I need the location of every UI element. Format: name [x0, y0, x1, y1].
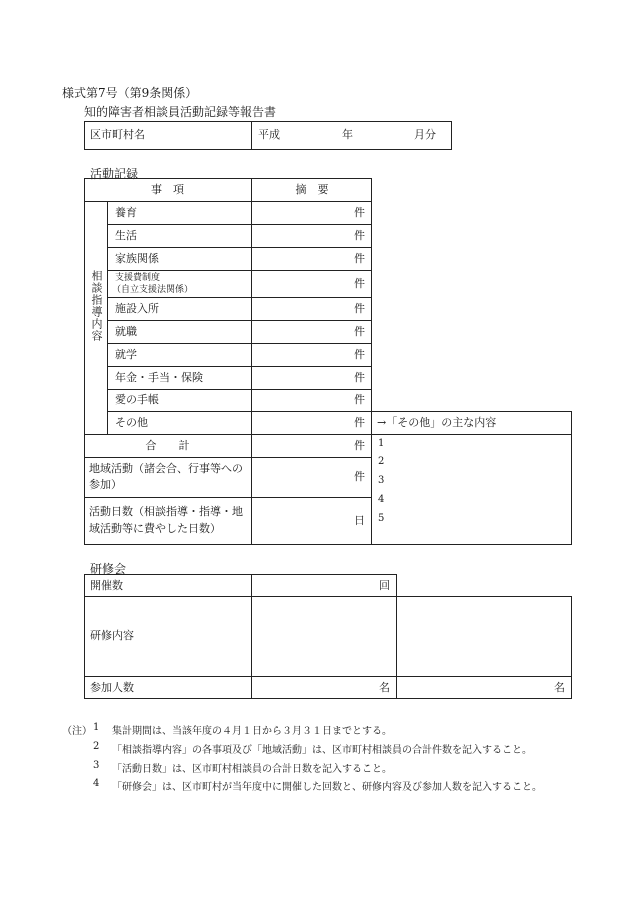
row-line [107, 343, 372, 344]
row-line [84, 201, 372, 202]
participants-label: 参加人数 [90, 681, 134, 694]
row-line [107, 320, 372, 321]
row-line [107, 411, 372, 412]
other-number: 2 [378, 456, 385, 467]
row-label-support-system-sub: （自立支援法関係） [112, 285, 194, 295]
group-col-divider [107, 201, 108, 434]
participants-unit-2: 名 [554, 681, 565, 694]
row-label-schooling: 就学 [115, 348, 137, 361]
row-label-living: 生活 [115, 229, 137, 242]
row-unit: 件 [354, 252, 365, 265]
row-line [107, 366, 372, 367]
col-item-header: 事 項 [151, 183, 184, 196]
note-number: 2 [93, 741, 100, 752]
row-unit: 件 [354, 229, 365, 242]
row-line [107, 389, 372, 390]
note-text: 「活動日数」は、区市町村相談員の合計日数を記入すること。 [112, 764, 392, 775]
month-label: 月分 [414, 128, 436, 141]
participants-unit: 名 [379, 681, 390, 694]
other-number: 1 [378, 438, 385, 449]
days-label-line2: 域活動等に費やした日数） [89, 522, 221, 535]
col-summary-header: 摘 要 [295, 183, 329, 196]
row-unit-days: 日 [354, 514, 365, 527]
note-text: 集計期間は、当該年度の４月１日から３月３１日までとする。 [112, 726, 392, 737]
row-label-facility: 施設入所 [115, 302, 159, 315]
row-unit: 件 [354, 416, 365, 429]
row-line [84, 434, 372, 435]
total-label: 合 計 [145, 439, 190, 452]
row-label-support-system: 支援費制度 [115, 273, 161, 283]
other-number: 5 [378, 513, 385, 524]
other-number: 4 [378, 494, 385, 505]
other-content-box [371, 411, 572, 545]
note-text: 「相談指導内容」の各事項及び「地域活動」は、区市町村相談員の合計件数を記入すること。 [112, 745, 532, 756]
note-number: 4 [93, 778, 100, 789]
row-line [84, 497, 372, 498]
row-line [107, 224, 372, 225]
note-number: 3 [93, 760, 100, 771]
row-line [84, 676, 572, 677]
other-number: 3 [378, 475, 385, 486]
training-content-label: 研修内容 [90, 629, 134, 642]
row-line [107, 297, 372, 298]
community-label-line1: 地域活動（諸会合、行事等への [89, 462, 243, 475]
note-text: 「研修会」は、区市町村が当年度中に開催した回数と、研修内容及び参加人数を記入すること。 [112, 782, 542, 793]
community-label-line2: 参加） [89, 478, 122, 491]
row-unit: 件 [354, 325, 365, 338]
row-unit: 件 [354, 302, 365, 315]
row-unit: 件 [354, 371, 365, 384]
row-label-pension: 年金・手当・保険 [115, 371, 203, 384]
header-divider [251, 121, 252, 150]
row-label-other: その他 [115, 416, 148, 429]
training-count-label: 開催数 [90, 579, 123, 592]
row-line [107, 270, 372, 271]
row-label-family: 家族関係 [115, 252, 159, 265]
other-note: →「その他」の主な内容 [377, 416, 497, 429]
row-unit: 件 [354, 348, 365, 361]
activity-section-title: 活動記録 [90, 167, 139, 181]
row-line [107, 247, 372, 248]
training-section-title: 研修会 [90, 562, 127, 576]
group-label-consultation: 相談指導内容 [90, 270, 103, 342]
row-unit: 件 [354, 393, 365, 406]
row-unit: 件 [354, 277, 365, 290]
year-label: 年 [342, 128, 353, 141]
notes-prefix: （注） [62, 726, 92, 737]
note-number: 1 [93, 722, 100, 733]
row-unit: 件 [354, 470, 365, 483]
row-label-childcare: 養育 [115, 206, 137, 219]
training-count-unit: 回 [379, 579, 390, 592]
row-line [84, 457, 372, 458]
other-header-line [371, 434, 572, 435]
row-unit: 件 [354, 439, 365, 452]
municipality-label: 区市町村名 [90, 128, 145, 141]
form-number: 様式第7号（第9条関係） [62, 86, 198, 100]
row-unit: 件 [354, 206, 365, 219]
document-title: 知的障害者相談員活動記録等報告書 [84, 105, 277, 119]
days-label-line1: 活動日数（相談指導・指導・地 [89, 505, 243, 518]
era-label: 平成 [258, 128, 280, 141]
row-label-employment: 就職 [115, 325, 137, 338]
row-label-handbook: 愛の手帳 [115, 393, 159, 406]
